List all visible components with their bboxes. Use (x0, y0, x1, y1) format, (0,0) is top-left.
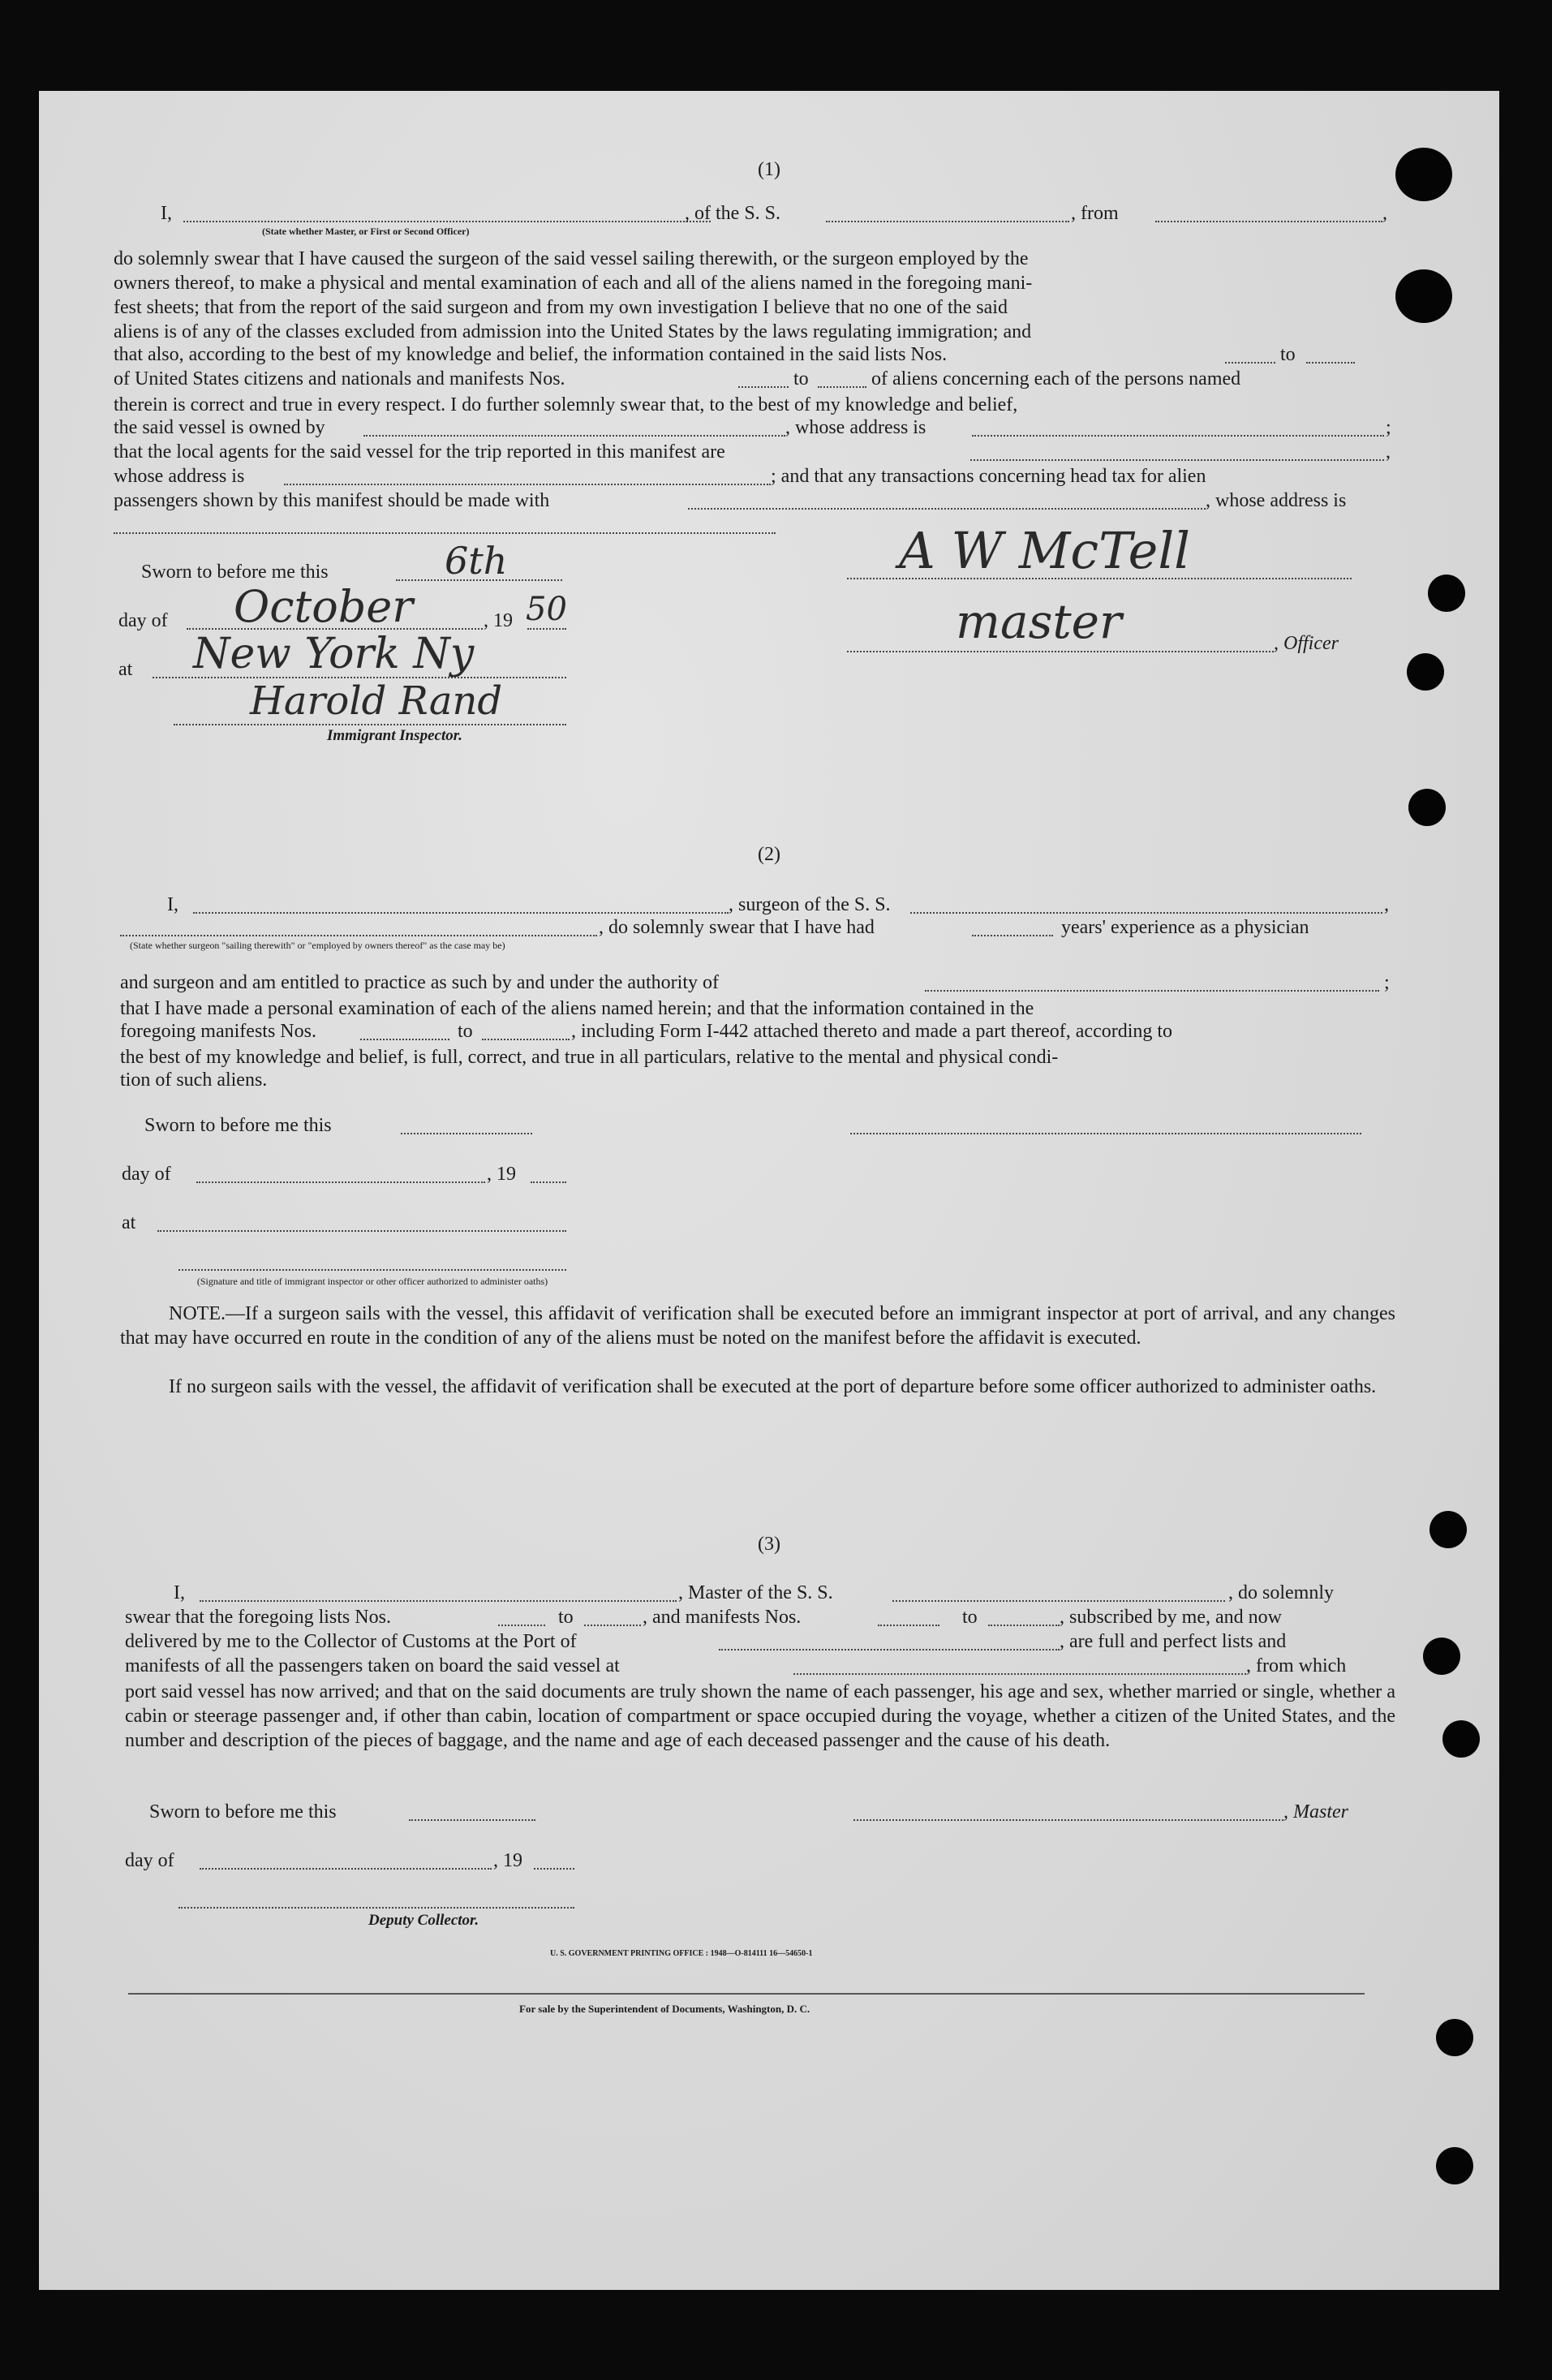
s1-body-line: the said vessel is owned by (114, 417, 325, 438)
s1-of-ss-label: , of the S. S. (685, 203, 781, 224)
s1-body-line: that the local agents for the said vessel for the trip reported in this manifest are (114, 441, 725, 463)
s1-semicolon: ; (1386, 417, 1391, 438)
s1-officer-title: master (956, 594, 1122, 649)
s3-day-of-label: day of (125, 1850, 174, 1871)
s2-year-field[interactable] (531, 1181, 566, 1183)
s2-year-prefix: , 19 (487, 1164, 516, 1185)
s2-body-line: and surgeon and am entitled to practice as such by and under the authority of (120, 972, 719, 993)
s1-body-line: of United States citizens and nationals and manifests Nos. (114, 368, 565, 389)
s1-owner-field[interactable] (363, 435, 785, 437)
s1-sworn-label: Sworn to before me this (141, 562, 329, 583)
s1-whose-address-label: , whose address is (1206, 490, 1347, 511)
s2-semicolon: ; (1384, 972, 1390, 993)
s3-boarding-port-field[interactable] (793, 1673, 1246, 1675)
s2-vessel-field[interactable] (910, 912, 1382, 914)
punch-hole (1395, 269, 1452, 323)
s3-master-signature-field[interactable] (853, 1819, 1283, 1821)
s3-body-line: swear that the foregoing lists Nos. (125, 1607, 391, 1628)
s2-i-label: I, (167, 894, 178, 915)
s1-to-label: to (793, 368, 809, 389)
s1-i-label: I, (161, 203, 172, 224)
s3-body-paragraph: port said vessel has now arrived; and that on the said documents are truly shown the name of each passenger, his age and sex, whether married or single, whether a cabin or steerage passenger and, if other than cabin, location of compartment or space occupied during the voyage, whether a citizen of the United States, and the number and description of the pieces of baggage, and the name and age of each deceased passenger and the cause of his death. (125, 1681, 1395, 1751)
s2-at-label: at (122, 1212, 136, 1233)
s1-inspector-signature-field[interactable] (174, 724, 566, 725)
s1-body-line: aliens is of any of the classes excluded from admission into the United States by the laws regulating immigration; and (114, 321, 1032, 342)
s3-port-field[interactable] (719, 1649, 1060, 1651)
s3-deputy-signature-field[interactable] (178, 1907, 574, 1909)
s2-body-line: that I have made a personal examination of each of the aliens named herein; and that the information contained in the (120, 998, 1034, 1019)
s3-sworn-date-field[interactable] (409, 1819, 535, 1821)
section-1-number: (1) (758, 159, 780, 180)
s2-comma: , (1384, 894, 1389, 915)
gpo-imprint: U. S. GOVERNMENT PRINTING OFFICE : 1948—O-814111 16—54650-1 (550, 1949, 813, 1958)
s1-whose-address-label: , whose address is (785, 417, 926, 438)
s2-officer-signature-field[interactable] (178, 1269, 566, 1271)
s2-years-field[interactable] (972, 935, 1053, 936)
s3-month-field[interactable] (200, 1868, 492, 1870)
punch-hole (1407, 653, 1444, 691)
s1-master-signature: A W McTell (899, 521, 1191, 580)
punch-hole (1408, 789, 1446, 826)
s1-handwritten-month: October (234, 581, 414, 632)
footer-rule (128, 1993, 1365, 1995)
s1-body-line: that also, according to the best of my knowledge and belief, the information contained in the said lists Nos. (114, 344, 948, 365)
s2-day-of-label: day of (122, 1164, 171, 1185)
s3-body-line: , are full and perfect lists and (1060, 1631, 1287, 1652)
s2-body-line: the best of my knowledge and belief, is full, correct, and true in all particulars, relative to the mental and physical condi- (120, 1047, 1059, 1068)
s1-vessel-field[interactable] (826, 221, 1069, 222)
s1-officer-rank-field[interactable] (183, 221, 711, 222)
s1-headtax-party-field[interactable] (688, 508, 1206, 510)
s1-officer-label: , Officer (1274, 633, 1339, 654)
s3-body-line: manifests of all the passengers taken on board the said vessel at (125, 1655, 620, 1676)
s1-handwritten-year: 50 (526, 591, 567, 628)
s2-state-caption: (State whether surgeon "sailing therewith" or "employed by owners thereof" as the case may be) (130, 940, 505, 951)
s2-solemnly-text: , do solemnly swear that I have had (599, 917, 875, 938)
s3-lists-to-field[interactable] (584, 1625, 641, 1626)
s2-manifests-from-field[interactable] (360, 1039, 449, 1040)
s2-signature-caption: (Signature and title of immigrant inspector or other officer authorized to administer oaths) (196, 1276, 548, 1287)
s1-year-prefix: , 19 (484, 610, 513, 631)
s1-lists-from-field[interactable] (1225, 362, 1275, 364)
s2-surgeon-of-label: , surgeon of the S. S. (729, 894, 891, 915)
s3-to-label: to (558, 1607, 574, 1628)
s3-vessel-field[interactable] (892, 1600, 1225, 1602)
s2-years-text: years' experience as a physician (1061, 917, 1309, 938)
s1-body-line: whose address is (114, 466, 245, 487)
s3-manifests-to-field[interactable] (988, 1625, 1060, 1626)
s2-to-label: to (458, 1021, 473, 1042)
s3-body-line: , subscribed by me, and now (1060, 1607, 1282, 1628)
s2-note-2: If no surgeon sails with the vessel, the affidavit of verification shall be executed at the port of departure before some officer authorized to administer oaths. (169, 1376, 1377, 1397)
s2-sworn-date-field[interactable] (401, 1133, 532, 1134)
s1-agents-address-field[interactable] (284, 484, 771, 485)
s1-agents-field[interactable] (970, 459, 1384, 461)
s1-inspector-caption: Immigrant Inspector. (327, 727, 462, 744)
s3-manifests-from-field[interactable] (878, 1625, 939, 1626)
s2-body-line: foregoing manifests Nos. (120, 1021, 316, 1042)
punch-hole (1442, 1720, 1480, 1758)
s2-surgeon-signature-field[interactable] (850, 1133, 1361, 1134)
s2-place-field[interactable] (157, 1230, 566, 1232)
s2-surgeon-name-field[interactable] (193, 912, 729, 914)
s1-handwritten-place: New York Ny (193, 630, 475, 678)
s1-body-line: therein is correct and true in every respect. I do further solemnly swear that, to the best of my knowledge and belief, (114, 394, 1018, 415)
s2-sworn-label: Sworn to before me this (144, 1115, 332, 1136)
s1-aliens-text: of aliens concerning each of the persons named (871, 368, 1241, 389)
punch-hole (1428, 575, 1465, 612)
s2-month-field[interactable] (196, 1181, 485, 1183)
punch-hole (1436, 2019, 1473, 2056)
s3-do-solemnly-text: , do solemnly (1228, 1582, 1334, 1603)
section-2-number: (2) (758, 844, 780, 865)
s1-state-caption: (State whether Master, or First or Second Officer) (262, 226, 470, 237)
s1-owner-address-field[interactable] (972, 435, 1384, 437)
s1-from-field[interactable] (1155, 221, 1382, 222)
s3-master-name-field[interactable] (200, 1600, 677, 1602)
s3-body-line: , and manifests Nos. (643, 1607, 802, 1628)
s3-i-label: I, (174, 1582, 185, 1603)
s1-headtax-address-field[interactable] (114, 532, 776, 534)
punch-hole (1436, 2147, 1473, 2184)
s2-note-1: NOTE.—If a surgeon sails with the vessel, this affidavit of verification shall be executed before an immigrant inspector at port of arrival, and any changes that may have occurred en route in the condition of any of the aliens must be noted on the manifest before the affidavit is executed. (120, 1303, 1395, 1349)
s1-manifests-from-field[interactable] (738, 386, 789, 388)
s3-lists-from-field[interactable] (498, 1625, 545, 1626)
s1-year-field[interactable] (527, 628, 566, 630)
s3-master-label: , Master (1283, 1801, 1348, 1823)
s1-to-label: to (1280, 344, 1296, 365)
s3-body-line: , from which (1246, 1655, 1347, 1676)
s1-officer-title-field[interactable] (847, 651, 1274, 652)
s2-surgeon-status-field[interactable] (120, 935, 597, 936)
sale-notice: For sale by the Superintendent of Documents, Washington, D. C. (519, 2003, 810, 2015)
s2-authority-field[interactable] (925, 990, 1379, 992)
s1-lists-to-field[interactable] (1306, 362, 1355, 364)
s1-comma: , (1386, 441, 1391, 463)
s2-body-line: , including Form I-442 attached thereto and made a part thereof, according to (571, 1021, 1173, 1042)
s2-manifests-to-field[interactable] (482, 1039, 570, 1040)
s1-manifests-to-field[interactable] (818, 386, 866, 388)
s1-body-line: owners thereof, to make a physical and mental examination of each and all of the aliens named in the foregoing mani- (114, 273, 1033, 294)
s1-body-line: fest sheets; that from the report of the said surgeon and from my own investigation I believe that no one of the said (114, 297, 1008, 318)
s1-day-of-label: day of (118, 610, 168, 631)
s3-deputy-caption: Deputy Collector. (368, 1912, 479, 1929)
s1-handwritten-date: 6th (445, 539, 508, 583)
s3-sworn-label: Sworn to before me this (149, 1801, 337, 1823)
s3-year-prefix: , 19 (493, 1850, 522, 1871)
document-page (39, 91, 1499, 2290)
s1-comma: , (1382, 203, 1387, 224)
s3-master-of-label: , Master of the S. S. (678, 1582, 833, 1603)
s1-inspector-signature: Harold Rand (250, 678, 503, 724)
s3-to-label: to (962, 1607, 978, 1628)
s1-headtax-text: ; and that any transactions concerning head tax for alien (771, 466, 1206, 487)
s2-body-line: tion of such aliens. (120, 1069, 268, 1091)
s1-from-label: , from (1071, 203, 1119, 224)
s3-year-field[interactable] (534, 1868, 574, 1870)
section-3-number: (3) (758, 1534, 780, 1555)
punch-hole (1423, 1638, 1460, 1675)
s1-body-line: do solemnly swear that I have caused the surgeon of the said vessel sailing therewith, or the surgeon employed by the (114, 248, 1029, 269)
s1-body-line: passengers shown by this manifest should be made with (114, 490, 550, 511)
s3-body-line: delivered by me to the Collector of Customs at the Port of (125, 1631, 577, 1652)
s1-at-label: at (118, 659, 133, 680)
